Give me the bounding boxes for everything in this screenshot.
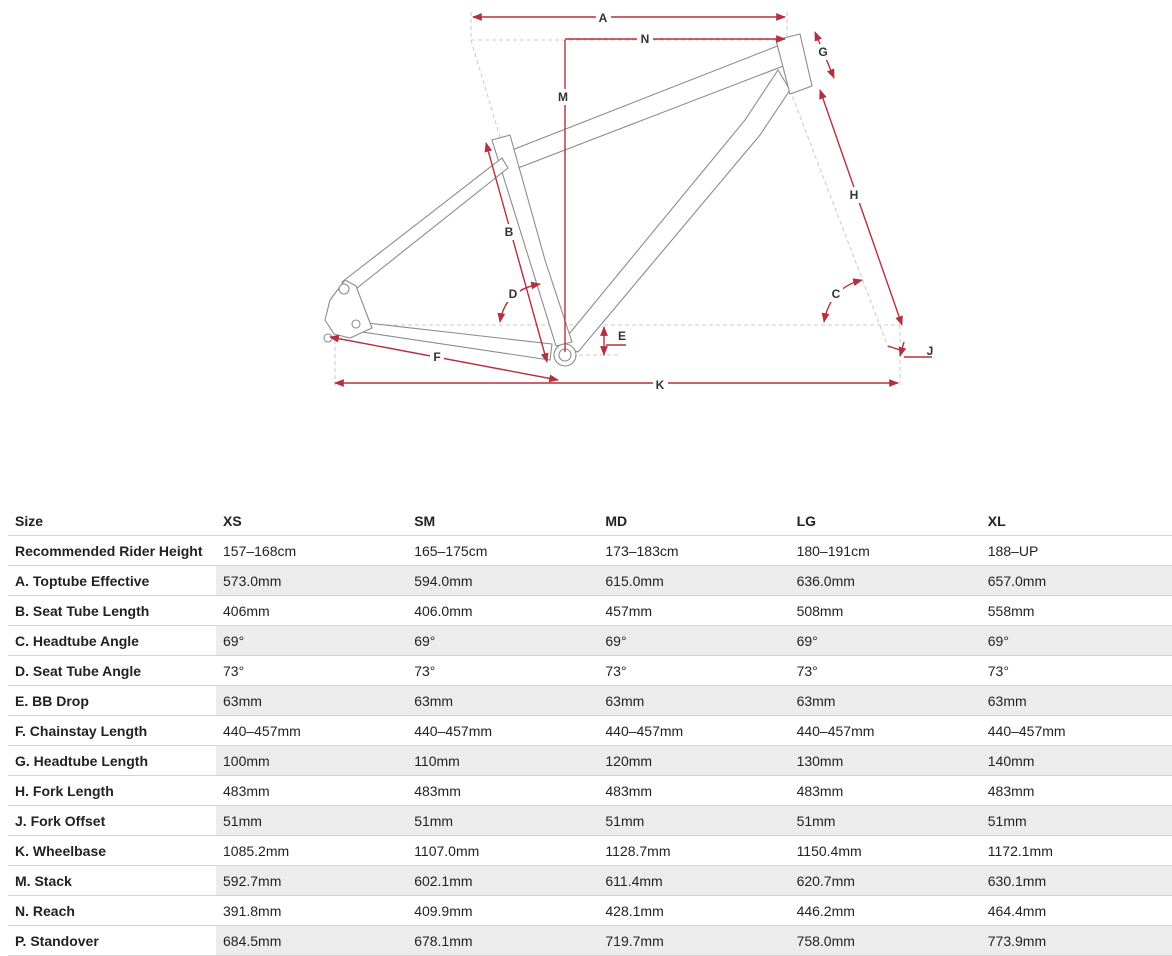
header-xs: XS <box>216 506 407 536</box>
table-cell: 120mm <box>598 746 789 776</box>
table-cell: 483mm <box>598 776 789 806</box>
table-cell: 483mm <box>216 776 407 806</box>
label-m: M <box>558 90 568 104</box>
row-label: A. Toptube Effective <box>8 566 216 596</box>
table-cell: 110mm <box>407 746 598 776</box>
label-c: C <box>831 287 841 301</box>
table-cell: 73° <box>981 656 1172 686</box>
table-cell: 620.7mm <box>790 866 981 896</box>
table-cell: 63mm <box>407 686 598 716</box>
label-f: F <box>433 350 441 364</box>
table-cell: 73° <box>790 656 981 686</box>
table-cell: 1085.2mm <box>216 836 407 866</box>
table-cell: 1128.7mm <box>598 836 789 866</box>
table-cell: 63mm <box>981 686 1172 716</box>
table-cell: 440–457mm <box>216 716 407 746</box>
table-cell: 157–168cm <box>216 536 407 566</box>
label-j: J <box>926 344 934 358</box>
frame-geometry-diagram <box>0 0 1172 420</box>
table-cell: 440–457mm <box>790 716 981 746</box>
table-cell: 69° <box>981 626 1172 656</box>
table-cell: 69° <box>407 626 598 656</box>
label-g: G <box>818 45 828 59</box>
row-label: H. Fork Length <box>8 776 216 806</box>
table-cell: 592.7mm <box>216 866 407 896</box>
row-label: D. Seat Tube Angle <box>8 656 216 686</box>
table-cell: 428.1mm <box>598 896 789 926</box>
table-cell: 657.0mm <box>981 566 1172 596</box>
table-row <box>8 836 1172 866</box>
table-cell: 140mm <box>981 746 1172 776</box>
table-cell: 73° <box>407 656 598 686</box>
row-label: M. Stack <box>8 866 216 896</box>
table-row <box>8 926 1172 956</box>
table-cell: 1172.1mm <box>981 836 1172 866</box>
table-cell: 440–457mm <box>407 716 598 746</box>
table-row <box>8 536 1172 566</box>
header-xl: XL <box>981 506 1172 536</box>
table-row <box>8 866 1172 896</box>
table-row <box>8 626 1172 656</box>
table-cell: 165–175cm <box>407 536 598 566</box>
table-cell: 483mm <box>790 776 981 806</box>
table-cell: 69° <box>790 626 981 656</box>
table-cell: 130mm <box>790 746 981 776</box>
table-cell: 440–457mm <box>598 716 789 746</box>
label-n: N <box>640 32 650 46</box>
table-header-row <box>8 506 1172 536</box>
row-label: P. Standover <box>8 926 216 956</box>
table-cell: 508mm <box>790 596 981 626</box>
table-cell: 63mm <box>598 686 789 716</box>
table-cell: 51mm <box>981 806 1172 836</box>
geometry-table <box>8 506 1172 956</box>
table-cell: 684.5mm <box>216 926 407 956</box>
table-cell: 1107.0mm <box>407 836 598 866</box>
row-label: Recommended Rider Height <box>8 536 216 566</box>
label-b: B <box>504 225 514 239</box>
table-cell: 173–183cm <box>598 536 789 566</box>
table-cell: 73° <box>216 656 407 686</box>
row-label: F. Chainstay Length <box>8 716 216 746</box>
table-cell: 483mm <box>407 776 598 806</box>
table-row <box>8 776 1172 806</box>
label-a: A <box>598 11 608 25</box>
table-cell: 51mm <box>598 806 789 836</box>
table-cell: 406.0mm <box>407 596 598 626</box>
dimension-lines <box>330 17 932 383</box>
table-cell: 446.2mm <box>790 896 981 926</box>
table-cell: 63mm <box>790 686 981 716</box>
row-label: K. Wheelbase <box>8 836 216 866</box>
table-cell: 73° <box>598 656 789 686</box>
header-lg: LG <box>790 506 981 536</box>
table-cell: 602.1mm <box>407 866 598 896</box>
table-cell: 391.8mm <box>216 896 407 926</box>
table-cell: 100mm <box>216 746 407 776</box>
label-h: H <box>849 188 859 202</box>
table-cell: 1150.4mm <box>790 836 981 866</box>
row-label: J. Fork Offset <box>8 806 216 836</box>
table-cell: 615.0mm <box>598 566 789 596</box>
table-cell: 758.0mm <box>790 926 981 956</box>
table-row <box>8 566 1172 596</box>
row-label: B. Seat Tube Length <box>8 596 216 626</box>
table-cell: 440–457mm <box>981 716 1172 746</box>
label-k: K <box>655 378 665 392</box>
table-cell: 464.4mm <box>981 896 1172 926</box>
table-cell: 51mm <box>790 806 981 836</box>
table-cell: 457mm <box>598 596 789 626</box>
row-label: N. Reach <box>8 896 216 926</box>
header-md: MD <box>598 506 789 536</box>
header-size: Size <box>8 506 216 536</box>
table-cell: 180–191cm <box>790 536 981 566</box>
table-row <box>8 656 1172 686</box>
table-cell: 69° <box>598 626 789 656</box>
row-label: G. Headtube Length <box>8 746 216 776</box>
table-cell: 409.9mm <box>407 896 598 926</box>
table-row <box>8 746 1172 776</box>
table-cell: 611.4mm <box>598 866 789 896</box>
table-cell: 69° <box>216 626 407 656</box>
table-cell: 558mm <box>981 596 1172 626</box>
table-row <box>8 806 1172 836</box>
table-row <box>8 896 1172 926</box>
table-row <box>8 596 1172 626</box>
bike-frame <box>324 34 812 366</box>
table-cell: 51mm <box>407 806 598 836</box>
table-cell: 636.0mm <box>790 566 981 596</box>
label-d: D <box>508 287 518 301</box>
table-cell: 406mm <box>216 596 407 626</box>
table-cell: 678.1mm <box>407 926 598 956</box>
table-cell: 188–UP <box>981 536 1172 566</box>
row-label: C. Headtube Angle <box>8 626 216 656</box>
table-cell: 573.0mm <box>216 566 407 596</box>
header-sm: SM <box>407 506 598 536</box>
table-cell: 51mm <box>216 806 407 836</box>
table-row <box>8 716 1172 746</box>
table-row <box>8 686 1172 716</box>
table-cell: 630.1mm <box>981 866 1172 896</box>
row-label: E. BB Drop <box>8 686 216 716</box>
table-cell: 594.0mm <box>407 566 598 596</box>
table-cell: 63mm <box>216 686 407 716</box>
label-e: E <box>617 329 627 343</box>
table-cell: 719.7mm <box>598 926 789 956</box>
table-cell: 483mm <box>981 776 1172 806</box>
table-cell: 773.9mm <box>981 926 1172 956</box>
